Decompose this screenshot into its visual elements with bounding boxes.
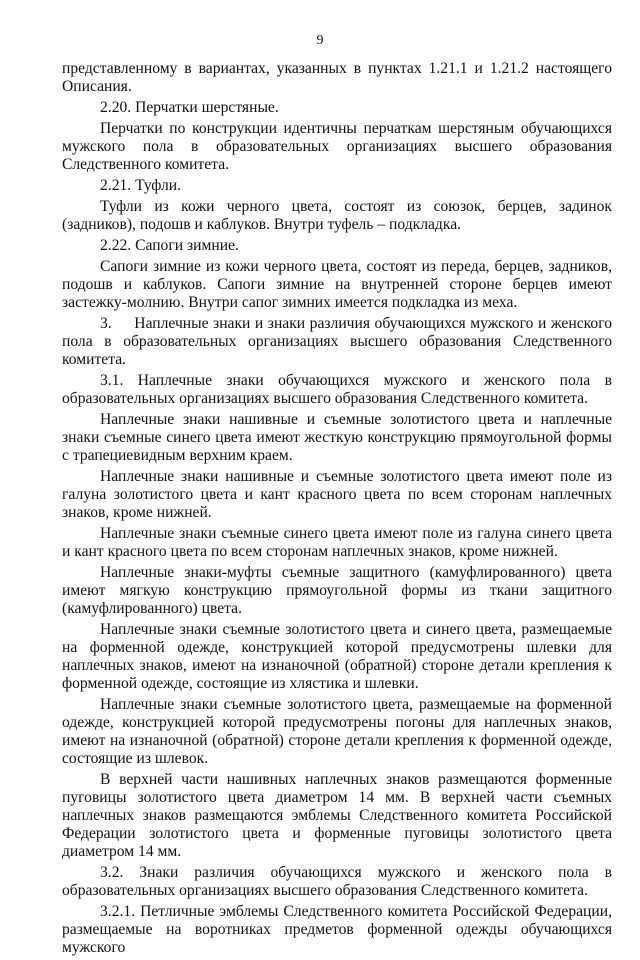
page-number: 9	[316, 33, 324, 48]
paragraph: Наплечные знаки съемные золотистого цвета, размещаемые на форменной одежде, конструкцией которой предусмотрены погоны для наплечных знаков, имеют на изнаночной (обратной) стороне детали крепления к форменной одежде, состоящие из шлевок.	[62, 696, 612, 767]
document-body	[62, 60, 616, 960]
section-heading: 3.2. Знаки различия обучающихся мужского и женского пола в образовательных организациях высшего образования Следственного комитета.	[62, 864, 612, 899]
paragraph: Наплечные знаки нашивные и съемные золотистого цвета имеют поле из галуна золотистого цвета и кант красного цвета по всем сторонам наплечных знаков, кроме нижней.	[62, 468, 612, 521]
section-heading: 3. Наплечные знаки и знаки различия обучающихся мужского и женского пола в образовательных организациях высшего образования Следственного комитета.	[62, 315, 616, 368]
paragraph: представленному в вариантах, указанных в пунктах 1.21.1 и 1.21.2 настоящего Описания.	[62, 60, 612, 95]
paragraph: Туфли из кожи черного цвета, состоят из союзок, берцев, задинок (задников), подошв и каблуков. Внутри туфель – подкладка.	[62, 198, 612, 233]
section-heading: 2.21. Туфли.	[100, 177, 181, 194]
paragraph: Наплечные знаки съемные синего цвета имеют поле из галуна синего цвета и кант красного цвета по всем сторонам наплечных знаков, кроме нижней.	[62, 525, 612, 560]
paragraph: Наплечные знаки-муфты съемные защитного (камуфлированного) цвета имеют мягкую конструкцию прямоугольной формы из ткани защитного (камуфлированного) цвета.	[62, 564, 612, 617]
paragraph: 3.2.1. Петличные эмблемы Следственного комитета Российской Федерации, размещаемые на воротниках предметов форменной одежды обучающихся мужского	[62, 903, 612, 956]
section-heading: 2.20. Перчатки шерстяные.	[100, 99, 279, 116]
section-heading: 2.22. Сапоги зимние.	[100, 237, 239, 254]
paragraph: В верхней части нашивных наплечных знаков размещаются форменные пуговицы золотистого цвета диаметром 14 мм. В верхней части съемных наплечных знаков размещаются эмблемы Следственного комитета Российской Федерации золотистого цвета и форменные пуговицы золотистого цвета диаметром 14 мм.	[62, 771, 612, 860]
paragraph: Перчатки по конструкции идентичны перчаткам шерстяным обучающихся мужского пола в образовательных организациях высшего образования Следственного комитета.	[62, 120, 612, 173]
paragraph: Наплечные знаки съемные золотистого цвета и синего цвета, размещаемые на форменной одежде, конструкцией которой предусмотрены шлевки для наплечных знаков, имеют на изнаночной (обратной) стороне детали крепления к форменной одежде, состоящие из хлястика и шлевки.	[62, 621, 612, 692]
paragraph: Наплечные знаки нашивные и съемные золотистого цвета и наплечные знаки съемные синего цвета имеют жесткую конструкцию прямоугольной формы с трапециевидным верхним краем.	[62, 411, 612, 464]
paragraph: Сапоги зимние из кожи черного цвета, состоят из переда, берцев, задников, подошв и каблуков. Сапоги зимние на внутренней стороне берцев имеют застежку-молнию. Внутри сапог зимних имеется подкладка из меха.	[62, 258, 612, 311]
section-heading: 3.1. Наплечные знаки обучающихся мужского и женского пола в образовательных организациях высшего образования Следственного комитета.	[62, 372, 612, 407]
